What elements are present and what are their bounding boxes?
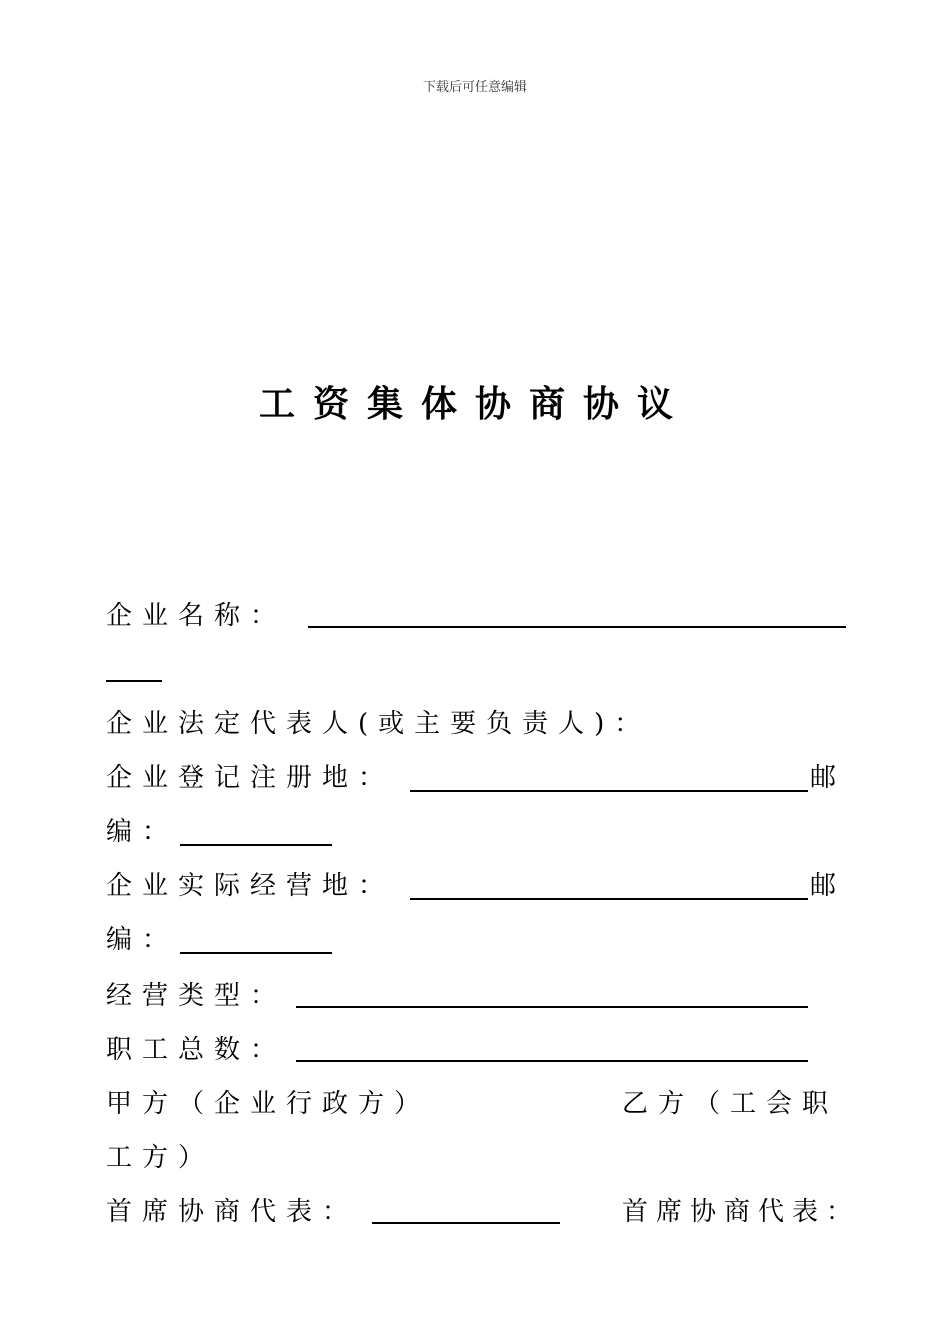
postcode-label-part1: 邮 (810, 763, 847, 793)
staff-total-blank[interactable] (296, 1060, 808, 1062)
staff-total-label: 职工总数： (106, 1035, 287, 1065)
postcode-blank[interactable] (180, 844, 332, 846)
reg-address-label: 企业登记注册地： (106, 763, 395, 793)
party-b-label-part2: 工方） (106, 1143, 215, 1173)
chief-rep-a-blank[interactable] (372, 1222, 560, 1224)
company-name-label: 企业名称： (106, 601, 287, 631)
postcode2-label-part2: 编： (106, 925, 179, 955)
reg-address-blank[interactable] (410, 790, 808, 792)
document-title: 工资集体协商协议 (258, 384, 691, 425)
chief-rep-b-label: 首席协商代表： (622, 1197, 861, 1227)
postcode2-label-part1: 邮 (810, 871, 847, 901)
header-note: 下载后可任意编辑 (422, 80, 527, 95)
legal-rep-label: 企业法定代表人(或主要负责人)： (106, 709, 651, 739)
company-name-blank[interactable] (308, 626, 846, 628)
party-a-label: 甲方（企业行政方） (106, 1089, 431, 1119)
postcode2-blank[interactable] (180, 952, 332, 954)
company-name-blank-continued[interactable] (106, 680, 162, 682)
actual-address-blank[interactable] (410, 898, 808, 900)
actual-address-label: 企业实际经营地： (106, 871, 395, 901)
chief-rep-a-label: 首席协商代表： (106, 1197, 359, 1227)
business-type-blank[interactable] (296, 1006, 808, 1008)
postcode-label-part2: 编： (106, 817, 179, 847)
business-type-label: 经营类型： (106, 981, 287, 1011)
party-b-label-part1: 乙方（工会职 (622, 1089, 839, 1119)
